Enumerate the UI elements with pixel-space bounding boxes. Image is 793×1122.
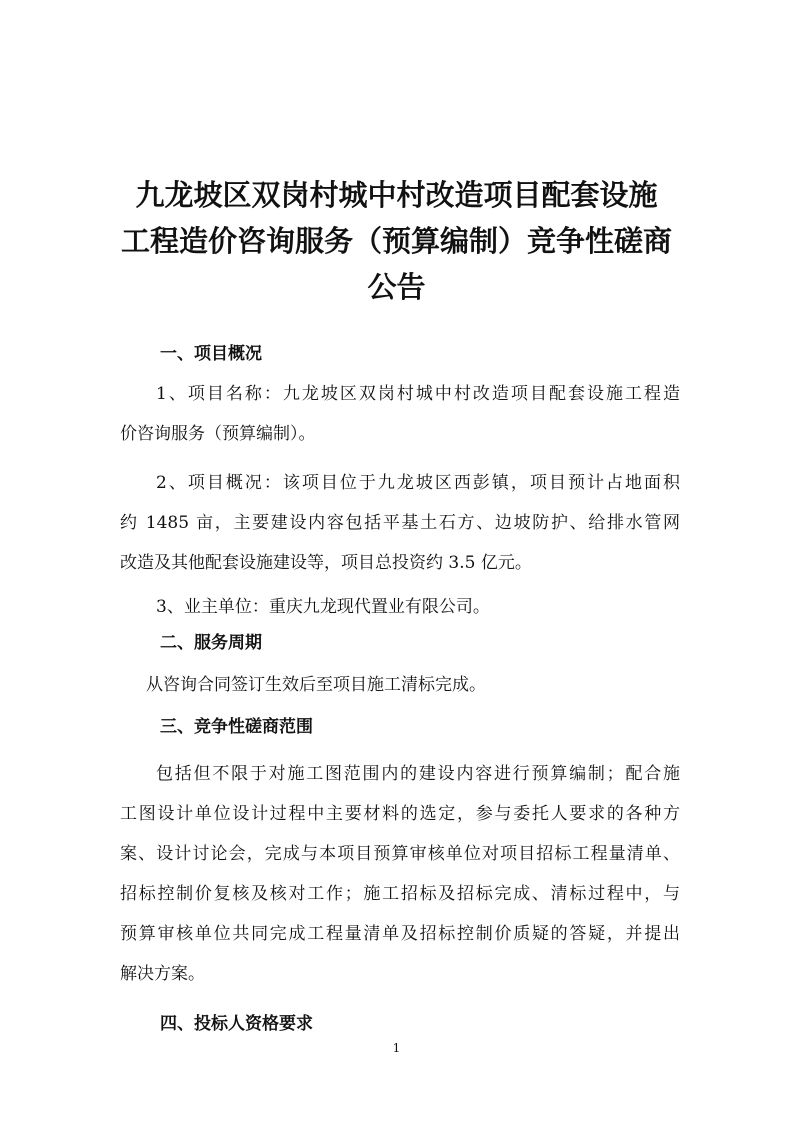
paragraph-scope	[120, 754, 680, 994]
text-line: 案、设计讨论会，完成与本项目预算审核单位对项目招标工程量清单、	[120, 844, 680, 864]
text-line: 改造及其他配套设施建设等，项目总投资约 3.5 亿元。	[120, 553, 532, 573]
title-line: 公告	[367, 270, 426, 304]
paragraph-service-period	[120, 665, 680, 705]
text-line: 约 1485 亩，主要建设内容包括平基土石方、边坡防护、给排水管网	[120, 513, 680, 533]
paragraph-owner	[120, 587, 680, 627]
section-heading-service-period: 二、服务周期	[160, 633, 262, 653]
text-line: 从咨询合同签订生效后至项目施工清标完成。	[146, 675, 486, 695]
text-line: 包括但不限于对施工图范围内的建设内容进行预算编制；配合施	[156, 764, 680, 784]
text-line: 解决方案。	[120, 964, 205, 984]
text-line: 2、项目概况：该项目位于九龙坡区西彭镇，项目预计占地面积	[156, 473, 680, 493]
document-title	[110, 172, 683, 310]
text-line: 价咨询服务（预算编制）。	[120, 424, 316, 444]
paragraph-project-summary	[120, 463, 680, 583]
paragraph-project-name	[120, 374, 680, 454]
section-heading-project-overview: 一、项目概况	[160, 344, 262, 364]
section-heading-bidder-requirements: 四、投标人资格要求	[160, 1014, 313, 1034]
title-line: 工程造价咨询服务（预算编制）竞争性磋商	[120, 224, 672, 258]
text-line: 3、业主单位：重庆九龙现代置业有限公司。	[156, 597, 490, 617]
title-line: 九龙坡区双岗村城中村改造项目配套设施	[135, 178, 658, 212]
text-line: 预算审核单位共同完成工程量清单及招标控制价质疑的答疑，并提出	[120, 924, 680, 944]
text-line: 1、项目名称：九龙坡区双岗村城中村改造项目配套设施工程造	[156, 384, 680, 404]
text-line: 工图设计单位设计过程中主要材料的选定，参与委托人要求的各种方	[120, 804, 680, 824]
page-number: 1	[392, 1041, 401, 1055]
text-line: 招标控制价复核及核对工作；施工招标及招标完成、清标过程中，与	[120, 884, 680, 904]
section-heading-scope: 三、竞争性磋商范围	[160, 717, 313, 737]
